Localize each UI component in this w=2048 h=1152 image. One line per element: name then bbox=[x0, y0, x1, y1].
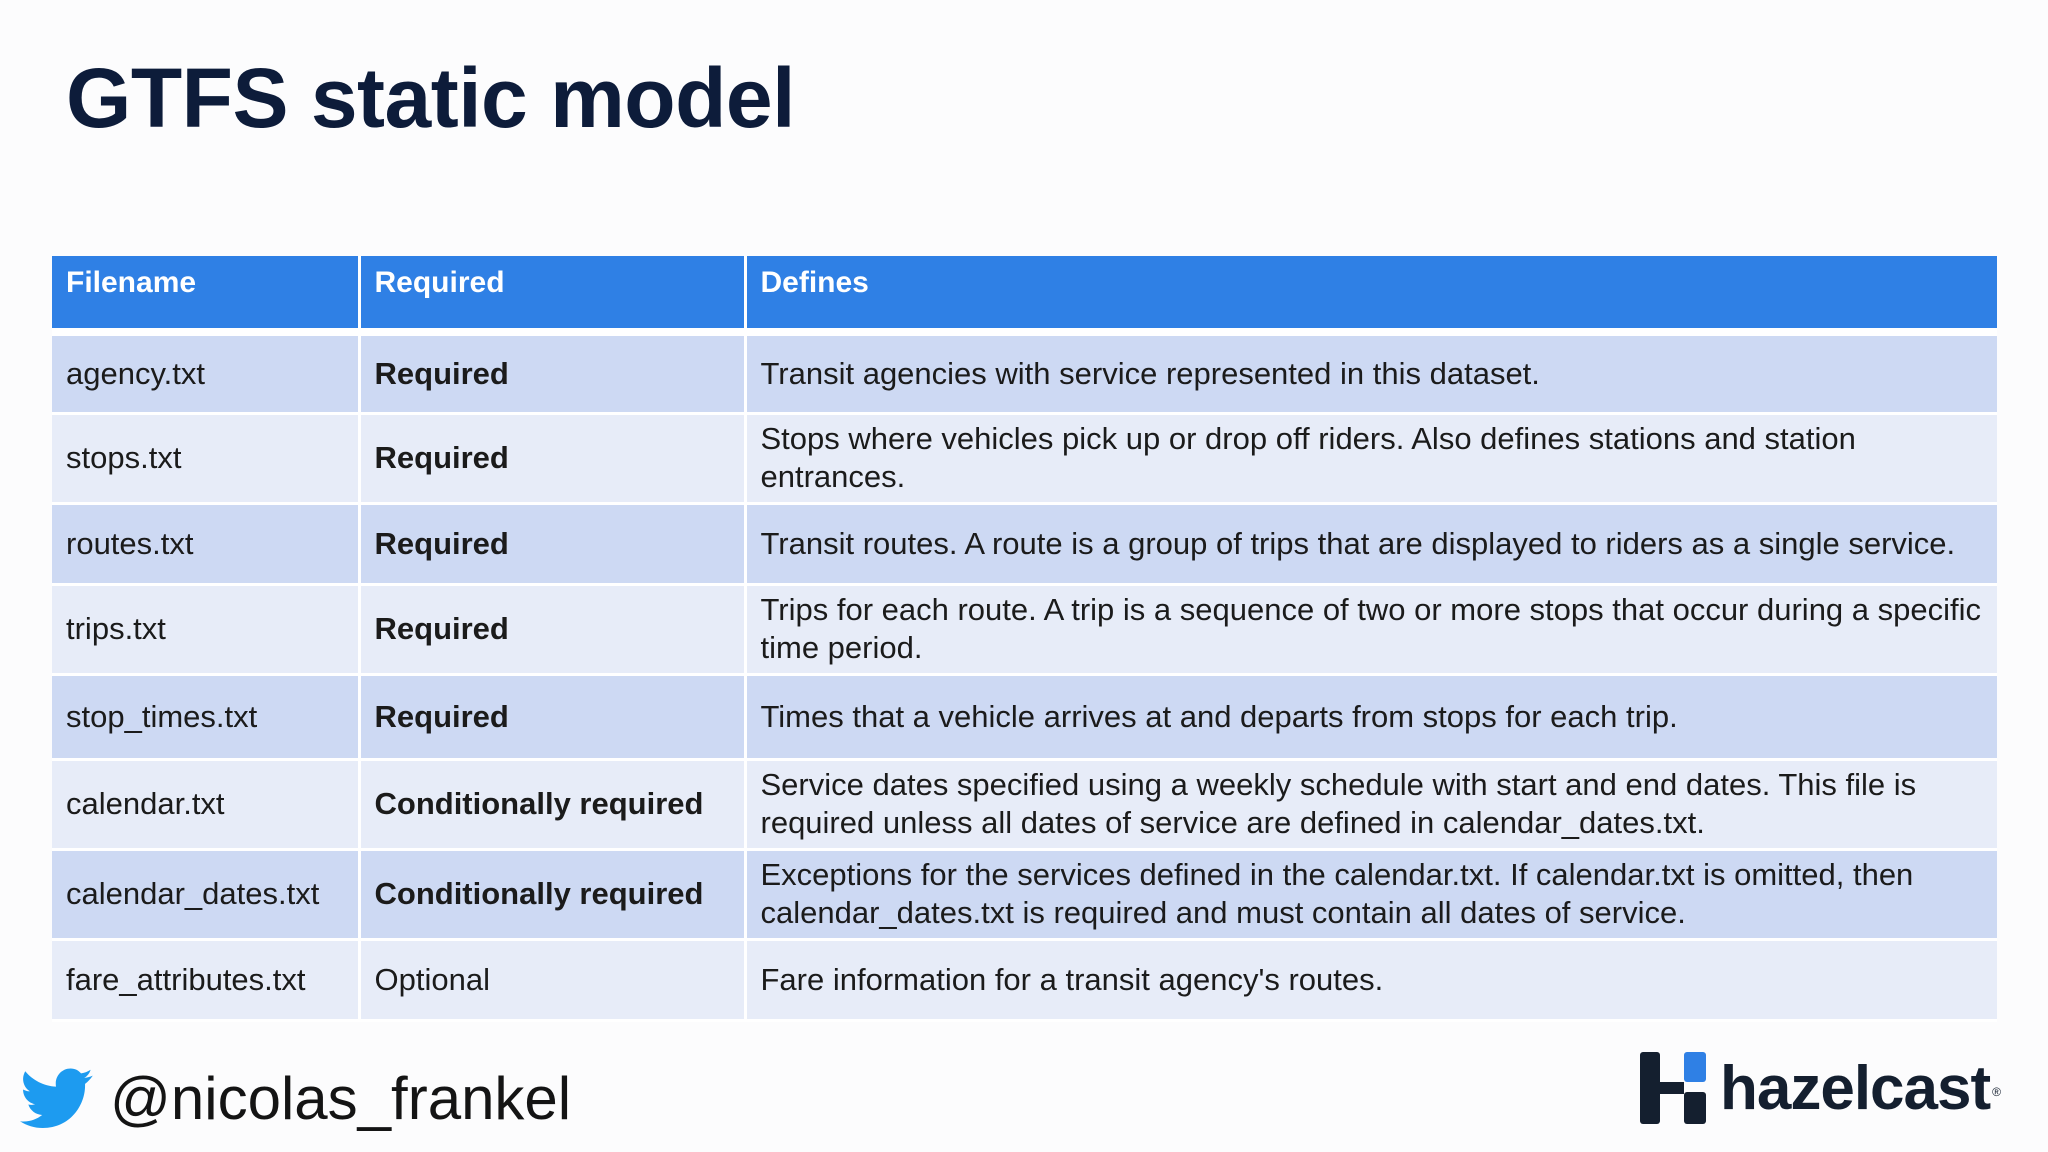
cell-defines: Service dates specified using a weekly schedule with start and end dates. This file is required unless all dates of service are defined in calendar_dates.txt. bbox=[745, 759, 1997, 849]
table-row bbox=[52, 584, 1997, 674]
table-row bbox=[52, 939, 1997, 1020]
cell-defines: Transit routes. A route is a group of trips that are displayed to riders as a single service. bbox=[745, 503, 1997, 584]
cell-defines: Exceptions for the services defined in the calendar.txt. If calendar.txt is omitted, then calendar_dates.txt is required and must contain all dates of service. bbox=[745, 849, 1997, 939]
table-row bbox=[52, 849, 1997, 939]
hazelcast-mark-icon bbox=[1640, 1052, 1706, 1124]
cell-filename: calendar.txt bbox=[52, 759, 359, 849]
table-row bbox=[52, 759, 1997, 849]
cell-required: Required bbox=[359, 503, 745, 584]
page-title: GTFS static model bbox=[66, 51, 795, 145]
table-header-row bbox=[52, 256, 1997, 332]
cell-required: Required bbox=[359, 674, 745, 759]
cell-filename: fare_attributes.txt bbox=[52, 939, 359, 1020]
cell-defines: Trips for each route. A trip is a sequence of two or more stops that occur during a specific time period. bbox=[745, 584, 1997, 674]
twitter-handle[interactable] bbox=[20, 1064, 571, 1133]
cell-filename: trips.txt bbox=[52, 584, 359, 674]
logo-trademark: ® bbox=[1992, 1085, 2001, 1099]
cell-filename: agency.txt bbox=[52, 332, 359, 413]
cell-defines: Transit agencies with service represented in this dataset. bbox=[745, 332, 1997, 413]
table-row bbox=[52, 674, 1997, 759]
cell-filename: stops.txt bbox=[52, 413, 359, 503]
cell-required: Conditionally required bbox=[359, 759, 745, 849]
cell-defines: Times that a vehicle arrives at and departs from stops for each trip. bbox=[745, 674, 1997, 759]
twitter-bird-icon bbox=[20, 1068, 94, 1130]
cell-defines: Fare information for a transit agency's routes. bbox=[745, 939, 1997, 1020]
column-header-defines: Defines bbox=[745, 256, 1997, 332]
table-row bbox=[52, 503, 1997, 584]
cell-filename: stop_times.txt bbox=[52, 674, 359, 759]
cell-required: Required bbox=[359, 332, 745, 413]
cell-required: Conditionally required bbox=[359, 849, 745, 939]
table-row bbox=[52, 332, 1997, 413]
logo-text: hazelcast bbox=[1720, 1053, 1991, 1123]
cell-required: Required bbox=[359, 413, 745, 503]
gtfs-files-table bbox=[52, 256, 1997, 1022]
column-header-required: Required bbox=[359, 256, 745, 332]
hazelcast-logo bbox=[1640, 1052, 2001, 1124]
cell-filename: routes.txt bbox=[52, 503, 359, 584]
cell-defines: Stops where vehicles pick up or drop off riders. Also defines stations and station entrances. bbox=[745, 413, 1997, 503]
cell-filename: calendar_dates.txt bbox=[52, 849, 359, 939]
column-header-filename: Filename bbox=[52, 256, 359, 332]
handle-text: @nicolas_frankel bbox=[110, 1065, 572, 1132]
table-row bbox=[52, 413, 1997, 503]
cell-required: Required bbox=[359, 584, 745, 674]
cell-required: Optional bbox=[359, 939, 745, 1020]
